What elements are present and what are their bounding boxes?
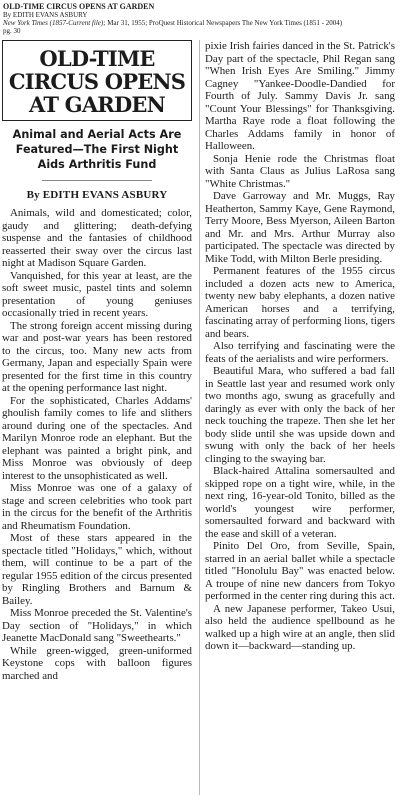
citation-title: OLD-TIME CIRCUS OPENS AT GARDEN [3, 2, 155, 11]
article-byline: By EDITH EVANS ASBURY [26, 189, 168, 201]
article-column-left [2, 40, 192, 800]
article-paragraph: Most of these stars appeared in the spectacle titled "Holidays," which, without them, will continue to be a part of the regular 1955 edition of the circus presented by Ringling Brothers and Barnum & Bailey. [2, 532, 192, 607]
article-paragraph: Miss Monroe preceded the St. Valentine's Day section of "Holidays," in which Jeanette MacDonald sang "Sweethearts." [2, 607, 192, 644]
article-column-right [205, 40, 395, 800]
article-paragraph: Miss Monroe was one of a galaxy of stage and screen celebrities who took part in the circus for the benefit of the Arthritis and Rheumatism Foundation. [2, 482, 192, 532]
column-divider [199, 40, 200, 795]
article-paragraph: Animals, wild and domesticated; color, gaudy and glittering; death-defying suspense and the fantasies of childhood reasserted their sway over the circus last night at Madison Square Garden. [2, 207, 192, 269]
article-paragraph: Black-haired Attalina somersaulted and skipped rope on a tight wire, while, in the next ring, 16-year-old Tonito, billed as the world's youngest wire performer, somersaulted forward and backward with the ease and skill of a veteran. [205, 465, 395, 540]
article-paragraph: Dave Garroway and Mr. Muggs, Ray Heatherton, Sammy Kaye, Gene Raymond, Terry Moore, Bess Myerson, Aileen Barton and Mr. and Mrs. Arthur Murray also participated. The spectacle was directed by Mike Todd, with Milton Berle presiding. [205, 190, 395, 265]
article-paragraph: For the sophisticated, Charles Addams' ghoulish family comes to life and slithers around during one of the spectacles. And Marilyn Monroe rode an elephant. But the elephant was painted a bright pink, and Miss Monroe was obviously of deep interest to the unsophisticated as well. [2, 394, 192, 482]
article-paragraph: While green-wigged, green-uniformed Keystone cops with balloon figures marched and [2, 644, 192, 682]
article-paragraph: Sonja Henie rode the Christmas float with Santa Claus as Julius LaRosa sang "White Christmas." [205, 152, 395, 190]
article-paragraph-continued: pixie Irish fairies danced in the St. Patrick's Day part of the spectacle, Phil Regan sang "When Irish Eyes Are Smiling." Jimmy Cagney "Yankee-Doodle-Dandied for Fourth of July. Sammy Davis Jr. sang "Count Your Blessings" for Thanksgiving. Martha Raye rode a float following the Charles Addams family in honor of Halloween. [205, 40, 395, 152]
article-paragraph: The strong foreign accent missing during war and post-war years has been restored to the circus, too. Many new acts from Germany, Japan and especially Spain were presented for the first time in this country at the opening performance last night. [2, 319, 192, 394]
citation-header [3, 2, 397, 35]
citation-author: By EDITH EVANS ASBURY [3, 11, 88, 19]
article-headline: OLD-TIME CIRCUS OPENS AT GARDEN [2, 40, 192, 121]
byline-divider [42, 180, 152, 181]
article-paragraph: A new Japanese performer, Takeo Usui, also held the audience spellbound as he walked up a high wire at an angle, then slid down it—backward—standing up. [205, 602, 395, 652]
citation-source [3, 19, 397, 27]
article-paragraph: Pinito Del Oro, from Seville, Spain, starred in an aerial ballet while a spectacle titled "Honolulu Bay" was enacted below. A troupe of nine new dancers from Tokyo performed in the center ring during this act. [205, 540, 395, 602]
article-paragraph: Also terrifying and fascinating were the feats of the aerialists and wire performers. [205, 340, 395, 365]
citation-page: pg. 30 [3, 27, 21, 35]
article-paragraph: Permanent features of the 1955 circus included a dozen acts new to America, twenty new baby elephants, a dozen native American horses and a terrifying, fascinating array of performing lions, tigers and bears. [205, 265, 395, 340]
citation-source-details: Mar 31, 1955; ProQuest Historical Newspapers The New York Times (1851 - 2004) [105, 19, 343, 27]
article-paragraph: Vanquished, for this year at least, are the soft sweet music, pastel tints and solemn presentation of young geniuses occasionally tried in recent years. [2, 269, 192, 319]
article-paragraph: Beautiful Mara, who suffered a bad fall in Seattle last year and resumed work only two months ago, swung as gracefully and daringly as ever with only the back of her neck touching the trapeze. Then she let her body slide until she was upside down and swung with only the back of her heels clinging to the swaying bar. [205, 365, 395, 465]
citation-source-publication: New York Times (1857-Current file); [3, 19, 106, 27]
article-subhead: Animal and Aerial Acts Are Featured—The First Night Aids Arthritis Fund [12, 128, 182, 171]
